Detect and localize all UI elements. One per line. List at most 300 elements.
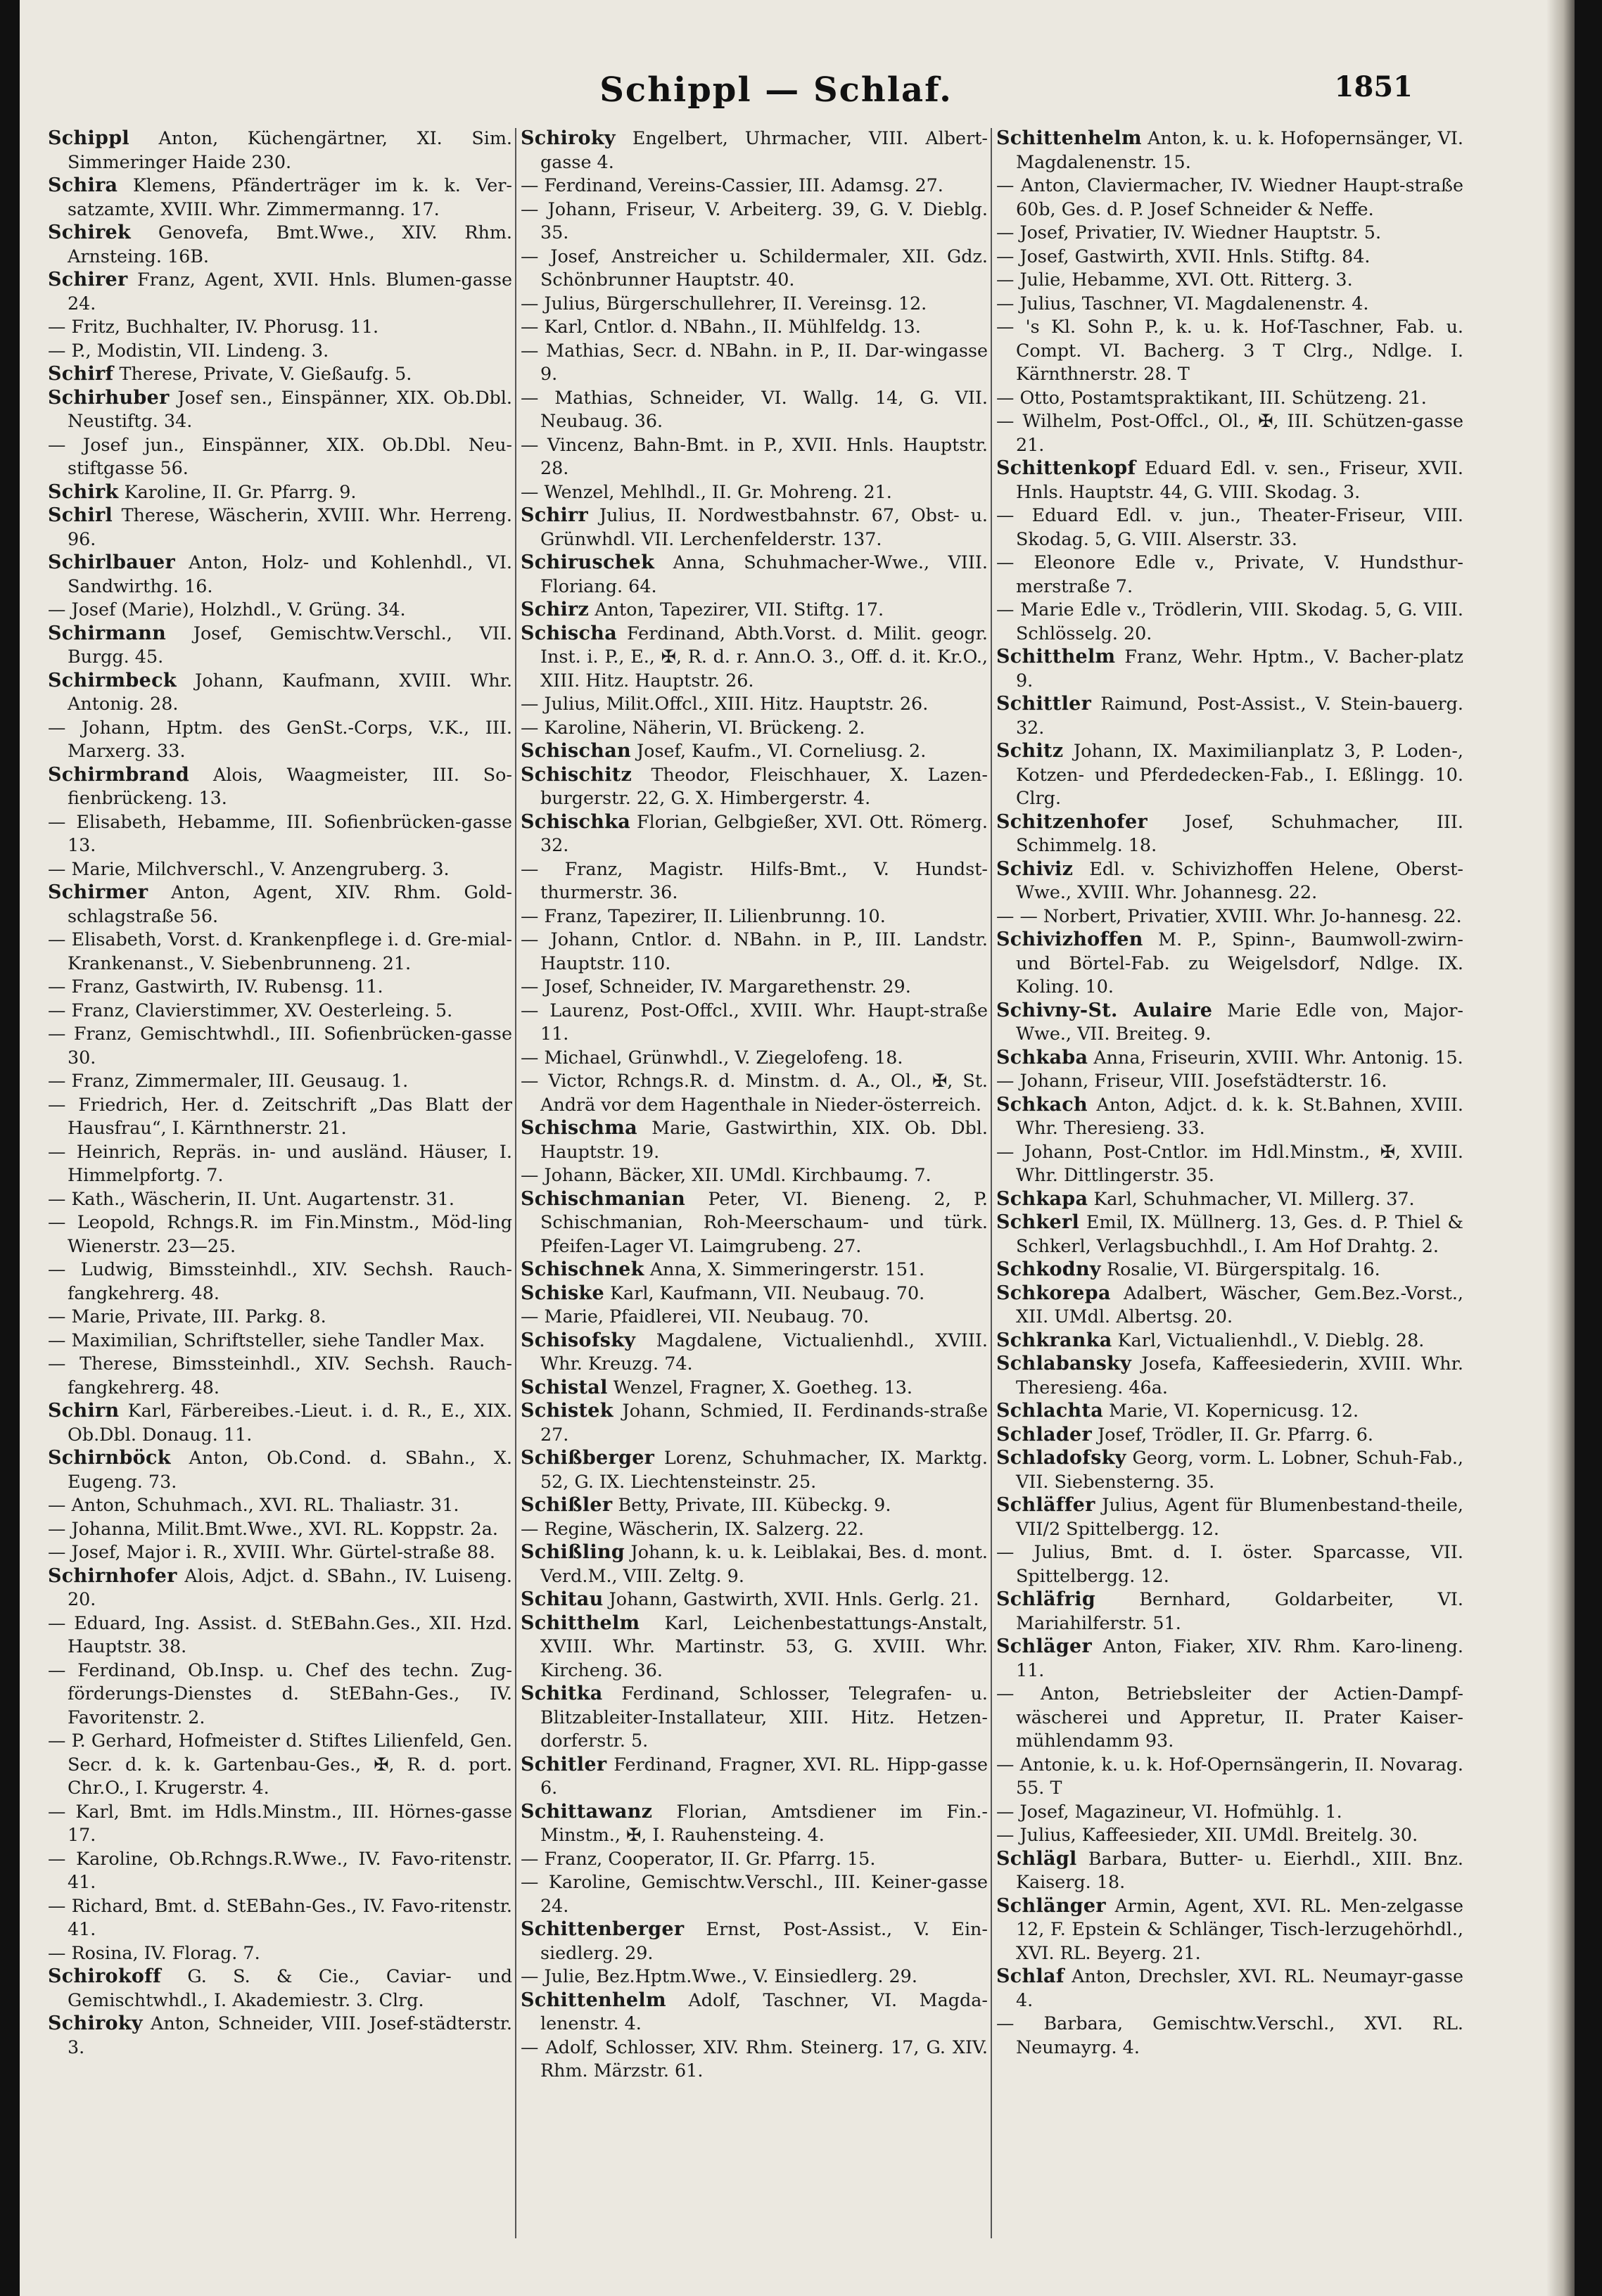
entry-details: Johann, k. u. k. Leiblakai, Bes. d. mont. Verd.M., VIII. Zeltg. 9. — [540, 1541, 988, 1586]
entry-details: Peter, VI. Bieneng. 2, P. Schischmanian, Roh-Meerschaum- und türk. Pfeifen-Lager VI. Laimgrubeng. 27. — [540, 1187, 988, 1256]
entry-details: Anton, Fiaker, XIV. Rhm. Karo-lineng. 11. — [1016, 1635, 1463, 1680]
entry-details: Karl, Leichenbestattungs-Anstalt, XVIII. Whr. Martinstr. 53, G. XVIII. Whr. Kircheng. 36. — [540, 1612, 988, 1680]
directory-entry — [48, 881, 512, 928]
entry-surname: Schitka — [521, 1683, 603, 1704]
directory-entry — [48, 127, 512, 174]
directory-entry — [521, 292, 988, 316]
entry-details: — Mathias, Secr. d. NBahn. in P., II. Dar-wingasse 9. — [521, 339, 988, 384]
entry-details: Franz, Wehr. Hptm., V. Bacher-platz 9. — [1016, 646, 1463, 691]
entry-details: — Franz, Zimmermaler, III. Geusaug. 1. — [48, 1070, 409, 1091]
entry-surname: Schirnhofer — [48, 1564, 177, 1587]
directory-entry — [48, 1564, 512, 1612]
directory-entry — [996, 1493, 1463, 1541]
directory-entry — [521, 999, 988, 1046]
entry-surname: Schirmbrand — [48, 763, 190, 786]
directory-entry — [521, 1847, 988, 1871]
column-rule — [515, 128, 516, 2238]
entry-details: Josef sen., Einspänner, XIX. Ob.Dbl. Neustiftg. 34. — [68, 386, 512, 431]
entry-surname: Schiviz — [996, 857, 1074, 880]
entry-surname: Schischa — [521, 622, 617, 644]
entry-details: — 's Kl. Sohn P., k. u. k. Hof-Taschner, Fab. u. Compt. VI. Bacherg. 3 T Clrg., Ndlge. I. Kärnthnerstr. 28. T — [996, 316, 1463, 384]
entry-details: Anton, Ob.Cond. d. SBahn., X. Eugeng. 73. — [68, 1447, 512, 1492]
entry-details: Therese, Wäscherin, XVIII. Whr. Herreng. 96. — [68, 504, 512, 549]
entry-details: — Regine, Wäscherin, IX. Salzerg. 22. — [521, 1517, 865, 1539]
entry-details: — Johann, Post-Cntlor. im Hdl.Minstm., ✠, XVIII. Whr. Dittlingerstr. 35. — [996, 1140, 1463, 1185]
entry-details: Florian, Amtsdiener im Fin.-Minstm., ✠, I. Rauhensteing. 4. — [540, 1800, 988, 1845]
entry-surname: Schisofsky — [521, 1329, 636, 1351]
directory-entry — [521, 857, 988, 905]
entry-details: — Josef, Anstreicher u. Schildermaler, XII. Gdz. Schönbrunner Hauptstr. 40. — [521, 245, 988, 290]
entry-details: — Therese, Bimssteinhdl., XIV. Sechsh. Rauch-fangkehrerg. 48. — [48, 1353, 512, 1398]
directory-entry — [521, 315, 988, 339]
entry-surname: Schitthelm — [996, 646, 1116, 668]
entry-details: Florian, Gelbgießer, XVI. Ott. Römerg. 32. — [540, 810, 988, 855]
directory-entry — [521, 622, 988, 693]
entry-details: Karl, Kaufmann, VII. Neubaug. 70. — [610, 1282, 925, 1303]
entry-details: — Ferdinand, Ob.Insp. u. Chef des techn. Zug-förderungs-Dienstes d. StEBahn-Ges., IV. Favoritenstr. 2. — [48, 1659, 512, 1728]
directory-entry — [521, 1329, 988, 1376]
directory-entry — [521, 1069, 988, 1116]
entry-details: Eduard Edl. v. sen., Friseur, XVII. Hnls. Hauptstr. 44, G. VIII. Skodag. 3. — [1016, 457, 1463, 502]
entry-surname: Schlachta — [996, 1400, 1104, 1422]
entry-details: — Johann, Hptm. des GenSt.-Corps, V.K., III. Marxerg. 33. — [48, 716, 512, 761]
directory-entry — [521, 1517, 988, 1541]
directory-entry — [521, 763, 988, 810]
entry-details: — Anton, Betriebsleiter der Actien-Dampf-wäscherei und Appretur, II. Prater Kaiser-mühlendamm 93. — [996, 1683, 1463, 1751]
entry-details: Theodor, Fleischhauer, X. Lazen-burgerstr. 22, G. X. Himbergerstr. 4. — [540, 763, 988, 808]
entry-details: — Josef, Major i. R., XVIII. Whr. Gürtel-straße 88. — [48, 1541, 495, 1562]
entry-details: Anton, Schneider, VIII. Josef-städterstr. 3. — [68, 2013, 512, 2058]
directory-entry — [996, 739, 1463, 810]
entry-details: Franz, Agent, XVII. Hnls. Blumen-gasse 24. — [68, 269, 512, 314]
entry-details: Edl. v. Schivizhoffen Helene, Oberst-Wwe., XVIII. Whr. Johannesg. 22. — [1016, 857, 1463, 903]
entry-surname: Schläfrig — [996, 1588, 1095, 1610]
entry-details: — Julius, Bmt. d. I. öster. Sparcasse, VII. Spittelbergg. 12. — [996, 1541, 1463, 1586]
entry-surname: Schischmanian — [521, 1187, 686, 1210]
entry-surname: Schiske — [521, 1282, 605, 1304]
entry-surname: Schitthelm — [521, 1612, 640, 1634]
directory-column-3 — [996, 127, 1463, 2251]
directory-entry — [521, 174, 988, 198]
directory-entry — [521, 551, 988, 598]
entry-details: Julius, II. Nordwestbahnstr. 67, Obst- u. Grünwhdl. VII. Lerchenfelderstr. 137. — [540, 504, 988, 549]
entry-details: — Julie, Bez.Hptm.Wwe., V. Einsiedlerg. 29. — [521, 1965, 917, 1986]
directory-entry — [48, 1800, 512, 1847]
entry-surname: Schischnek — [521, 1258, 644, 1280]
directory-entry — [521, 1588, 988, 1612]
entry-surname: Schläffer — [996, 1494, 1095, 1516]
directory-entry — [521, 1305, 988, 1329]
entry-details: — Karoline, Näherin, VI. Brückeng. 2. — [521, 716, 865, 738]
directory-page — [20, 0, 1575, 2296]
entry-details: Georg, vorm. L. Lobner, Schuh-Fab., VII. Siebensterng. 35. — [1016, 1447, 1463, 1492]
directory-entry — [48, 1612, 512, 1659]
directory-entry — [521, 198, 988, 245]
entry-details: — Josef (Marie), Holzhdl., V. Grüng. 34. — [48, 599, 406, 620]
entry-surname: Schlägl — [996, 1847, 1077, 1870]
entry-details: Julius, Agent für Blumenbestand-theile, VII/2 Spittelbergg. 12. — [1016, 1494, 1463, 1539]
entry-details: — Karl, Cntlor. d. NBahn., II. Mühlfeldg. 13. — [521, 316, 921, 337]
directory-entry — [996, 905, 1463, 929]
entry-details: — Heinrich, Repräs. in- und ausländ. Häuser, I. Himmelpfortg. 7. — [48, 1140, 512, 1185]
entry-details: Karl, Victualienhdl., V. Dieblg. 28. — [1117, 1329, 1425, 1351]
entry-details: — — Norbert, Privatier, XVIII. Whr. Jo-hannesg. 22. — [996, 905, 1462, 926]
entry-details: Magdalene, Victualienhdl., XVIII. Whr. Kreuzg. 74. — [540, 1329, 988, 1374]
directory-entry — [521, 127, 988, 174]
directory-entry — [996, 386, 1463, 410]
directory-entry — [521, 2036, 988, 2083]
directory-entry — [996, 504, 1463, 551]
entry-surname: Schittler — [996, 693, 1092, 715]
directory-entry — [48, 1069, 512, 1093]
directory-entry — [996, 1682, 1463, 1753]
entry-surname: Schlänger — [996, 1894, 1106, 1917]
entry-details: Alois, Waagmeister, III. So-fienbrückeng. 13. — [68, 763, 512, 808]
directory-entry — [48, 622, 512, 669]
directory-entry — [521, 905, 988, 929]
directory-entry — [996, 268, 1463, 292]
directory-entry — [48, 1093, 512, 1140]
entry-surname: Schistal — [521, 1376, 608, 1398]
directory-entry — [521, 1753, 988, 1800]
directory-entry — [48, 551, 512, 598]
entry-details: G. S. & Cie., Caviar- und Gemischtwhdl., I. Akademiestr. 3. Clrg. — [68, 1965, 512, 2010]
directory-entry — [996, 409, 1463, 457]
directory-entry — [521, 1870, 988, 1918]
entry-surname: Schittenhelm — [996, 127, 1142, 149]
entry-details: Anna, X. Simmeringerstr. 151. — [649, 1258, 925, 1280]
directory-entry — [996, 1588, 1463, 1635]
entry-details: Raimund, Post-Assist., V. Stein-bauerg. 32. — [1016, 693, 1463, 738]
entry-details: Anton, Agent, XIV. Rhm. Gold-schlagstraße 56. — [68, 881, 512, 926]
entry-details: Adolf, Taschner, VI. Magda-lenenstr. 4. — [540, 1989, 988, 2034]
entry-details: — Eleonore Edle v., Private, V. Hundsthur-merstraße 7. — [996, 551, 1463, 597]
directory-entry — [48, 339, 512, 363]
entry-details: — Michael, Grünwhdl., V. Ziegelofeng. 18. — [521, 1046, 903, 1068]
entry-details: — P., Modistin, VII. Lindeng. 3. — [48, 339, 329, 361]
directory-entry — [996, 1069, 1463, 1093]
directory-entry — [996, 127, 1463, 174]
directory-entry — [521, 1116, 988, 1163]
directory-entry — [521, 1399, 988, 1446]
entry-surname: Schlader — [996, 1423, 1093, 1446]
entry-surname: Schkaba — [996, 1046, 1088, 1069]
entry-details: — Mathias, Schneider, VI. Wallg. 14, G. VII. Neubaug. 36. — [521, 386, 988, 431]
directory-column-1 — [48, 127, 512, 2251]
entry-details: — Marie, Milchverschl., V. Anzengruberg. 3. — [48, 857, 450, 879]
entry-details: Genovefa, Bmt.Wwe., XIV. Rhm. Arnsteing. 16B. — [68, 222, 512, 267]
entry-surname: Schirlbauer — [48, 551, 176, 573]
directory-entry — [521, 245, 988, 292]
entry-details: — Johann, Friseur, VIII. Josefstädterstr. 16. — [996, 1070, 1387, 1091]
entry-details: — Wilhelm, Post-Offcl., Ol., ✠, III. Schützen-gasse 21. — [996, 410, 1463, 455]
entry-details: — P. Gerhard, Hofmeister d. Stiftes Lilienfeld, Gen. Secr. d. k. k. Gartenbau-Ges., ✠, R. d. port. Chr.O., I. Krugerstr. 4. — [48, 1730, 512, 1798]
entry-details: Anton, Tapezirer, VII. Stiftg. 17. — [595, 599, 884, 620]
directory-entry — [48, 1847, 512, 1894]
entry-details: — Julius, Milit.Offcl., XIII. Hitz. Hauptstr. 26. — [521, 693, 929, 714]
directory-entry — [48, 504, 512, 551]
entry-details: — Anton, Claviermacher, IV. Wiedner Haupt-straße 60b, Ges. d. P. Josef Schneider & Neffe. — [996, 174, 1463, 219]
entry-details: Ferdinand, Schlosser, Telegrafen- u. Blitzableiter-Installateur, XIII. Hitz. Hetzen-dorferstr. 5. — [540, 1683, 988, 1751]
entry-details: — Maximilian, Schriftsteller, siehe Tandler Max. — [48, 1329, 485, 1351]
entry-details: Josef, Trödler, II. Gr. Pfarrg. 6. — [1098, 1423, 1373, 1445]
directory-entry — [521, 1493, 988, 1517]
directory-entry — [996, 1187, 1463, 1211]
directory-entry — [521, 1541, 988, 1588]
directory-entry — [996, 1541, 1463, 1588]
entry-details: — Johanna, Milit.Bmt.Wwe., XVI. RL. Koppstr. 2a. — [48, 1517, 498, 1539]
entry-details: M. P., Spinn-, Baumwoll-zwirn- und Börtel-Fab. zu Weigelsdorf, Ndlge. IX. Koling. 10. — [1016, 929, 1463, 997]
entry-details: — Marie, Private, III. Parkg. 8. — [48, 1306, 326, 1327]
directory-entry — [521, 1446, 988, 1493]
directory-entry — [996, 1140, 1463, 1187]
directory-entry — [48, 1517, 512, 1541]
entry-details: — Fritz, Buchhalter, IV. Phorusg. 11. — [48, 316, 379, 337]
entry-surname: Schlaf — [996, 1965, 1064, 1987]
entry-details: — Julius, Taschner, VI. Magdalenenstr. 4. — [996, 292, 1369, 314]
directory-entry — [996, 174, 1463, 221]
directory-entry — [48, 174, 512, 221]
entry-details: Anna, Schuhmacher-Wwe., VIII. Floriang. 64. — [540, 551, 988, 597]
entry-details: Josef, Schuhmacher, III. Schimmelg. 18. — [1016, 810, 1463, 855]
entry-details: Lorenz, Schuhmacher, IX. Marktg. 52, G. IX. Liechtensteinstr. 25. — [540, 1447, 988, 1492]
entry-details: Josef, Kaufm., VI. Corneliusg. 2. — [637, 740, 927, 761]
entry-details: Karl, Schuhmacher, VI. Millerg. 37. — [1093, 1187, 1415, 1209]
directory-entry — [996, 1894, 1463, 1965]
entry-surname: Schiroky — [48, 2013, 143, 2034]
entry-details: — Franz, Gemischtwhdl., III. Sofienbrücken-gasse 30. — [48, 1023, 512, 1068]
entry-details: Rosalie, VI. Bürgerspitalg. 16. — [1106, 1258, 1380, 1280]
entry-details: Anton, Holz- und Kohlenhdl., VI. Sandwirthg. 16. — [68, 551, 512, 597]
entry-details: Johann, Gastwirth, XVII. Hnls. Gerlg. 21. — [609, 1588, 979, 1609]
entry-surname: Schirmbeck — [48, 669, 177, 691]
directory-entry — [996, 1965, 1463, 2012]
entry-details: — Ludwig, Bimssteinhdl., XIV. Sechsh. Rauch-fangkehrerg. 48. — [48, 1258, 512, 1303]
entry-details: — Richard, Bmt. d. StEBahn-Ges., IV. Favo-ritenstr. 41. — [48, 1894, 512, 1939]
directory-entry — [48, 362, 512, 386]
directory-entry — [48, 1493, 512, 1517]
directory-entry — [521, 739, 988, 763]
directory-entry — [48, 221, 512, 268]
entry-details: Johann, Kaufmann, XVIII. Whr. Antonig. 28. — [68, 669, 512, 714]
entry-details: Marie, VI. Kopernicusg. 12. — [1109, 1400, 1359, 1421]
entry-details: — Wenzel, Mehlhdl., II. Gr. Mohreng. 21. — [521, 480, 892, 502]
entry-surname: Schirk — [48, 480, 119, 503]
entry-surname: Schläger — [996, 1635, 1093, 1657]
entry-details: Betty, Private, III. Kübeckg. 9. — [618, 1494, 891, 1515]
directory-entry — [521, 1163, 988, 1187]
directory-entry — [48, 1541, 512, 1564]
directory-entry — [48, 1211, 512, 1258]
directory-entry — [996, 1211, 1463, 1258]
directory-entry — [996, 598, 1463, 645]
directory-entry — [521, 339, 988, 386]
entry-surname: Schiroky — [521, 127, 616, 149]
entry-details: — Kath., Wäscherin, II. Unt. Augartenstr. 31. — [48, 1187, 454, 1209]
entry-details: Adalbert, Wäscher, Gem.Bez.-Vorst., XII. UMdl. Albertsg. 20. — [1016, 1282, 1463, 1327]
entry-details: — Antonie, k. u. k. Hof-Opernsängerin, II. Novarag. 55. T — [996, 1753, 1463, 1798]
entry-details: — Franz, Clavierstimmer, XV. Oesterleing. 5. — [48, 999, 453, 1021]
directory-entry — [996, 1635, 1463, 1682]
entry-details: — Adolf, Schlosser, XIV. Rhm. Steinerg. 17, G. XIV. Rhm. Märzstr. 61. — [521, 2036, 988, 2081]
directory-entry — [48, 1729, 512, 1800]
entry-details: Johann, Schmied, II. Ferdinands-straße 27. — [540, 1400, 988, 1445]
entry-details: — Karoline, Ob.Rchngs.R.Wwe., IV. Favo-ritenstr. 41. — [48, 1847, 512, 1892]
entry-surname: Schittenhelm — [521, 1989, 666, 2011]
directory-entry — [521, 1682, 988, 1753]
directory-entry — [48, 1305, 512, 1329]
directory-entry — [48, 857, 512, 881]
directory-entry — [48, 1965, 512, 2012]
entry-surname: Schirl — [48, 504, 113, 526]
entry-surname: Schischka — [521, 810, 630, 833]
entry-details: Johann, IX. Maximilianplatz 3, P. Loden-, Kotzen- und Pferdedecken-Fab., I. Eßlingg. 10. Clrg. — [1016, 740, 1463, 808]
directory-entry — [48, 1941, 512, 1965]
entry-surname: Schitau — [521, 1588, 604, 1610]
directory-entry — [48, 598, 512, 622]
entry-surname: Schirz — [521, 599, 590, 620]
directory-entry — [996, 551, 1463, 598]
entry-details: — Laurenz, Post-Offcl., XVIII. Whr. Haupt-straße 11. — [521, 999, 988, 1044]
directory-entry — [48, 1659, 512, 1730]
entry-surname: Schlabansky — [996, 1353, 1132, 1375]
entry-details: — Franz, Tapezirer, II. Lilienbrunng. 10. — [521, 905, 886, 926]
directory-entry — [996, 857, 1463, 905]
directory-entry — [521, 1989, 988, 2036]
directory-entry — [996, 1258, 1463, 1282]
directory-entry — [996, 692, 1463, 739]
entry-surname: Schißling — [521, 1541, 625, 1563]
entry-details: — Karl, Bmt. im Hdls.Minstm., III. Hörnes-gasse 17. — [48, 1800, 512, 1845]
entry-details: Josefa, Kaffeesiederin, XVIII. Whr. Theresieng. 46a. — [1016, 1353, 1463, 1398]
entry-details: — Rosina, IV. Florag. 7. — [48, 1941, 260, 1963]
entry-details: — Marie, Pfaidlerei, VII. Neubaug. 70. — [521, 1306, 870, 1327]
directory-entry — [521, 1965, 988, 1989]
entry-surname: Schkerl — [996, 1211, 1080, 1233]
entry-details: Ernst, Post-Assist., V. Ein-siedlerg. 29. — [540, 1918, 988, 1963]
entry-details: Karl, Färbereibes.-Lieut. i. d. R., E., XIX. Ob.Dbl. Donaug. 11. — [68, 1400, 512, 1445]
directory-entry — [48, 975, 512, 999]
directory-entry — [521, 598, 988, 622]
entry-details: — Otto, Postamtspraktikant, III. Schützeng. 21. — [996, 386, 1427, 408]
directory-entry — [48, 1258, 512, 1305]
entry-surname: Schiruschek — [521, 551, 655, 573]
directory-entry — [48, 716, 512, 763]
entry-details: — Karoline, Gemischtw.Verschl., III. Keiner-gasse 24. — [521, 1871, 988, 1916]
entry-surname: Schistek — [521, 1400, 614, 1422]
directory-entry — [521, 928, 988, 975]
directory-entry — [521, 1918, 988, 1965]
entry-surname: Schirr — [521, 504, 589, 526]
entry-details: — Leopold, Rchngs.R. im Fin.Minstm., Möd-ling Wienerstr. 23—25. — [48, 1211, 512, 1256]
directory-entry — [996, 245, 1463, 269]
page-header — [20, 70, 1532, 120]
directory-entry — [48, 1399, 512, 1446]
entry-surname: Schirnböck — [48, 1447, 171, 1469]
entry-surname: Schirmann — [48, 622, 167, 644]
directory-entry — [996, 1329, 1463, 1353]
entry-surname: Schißler — [521, 1494, 613, 1516]
directory-entry — [48, 1140, 512, 1187]
entry-details: Anna, Friseurin, XVIII. Whr. Antonig. 15. — [1093, 1046, 1463, 1068]
directory-entry — [48, 1187, 512, 1211]
entry-surname: Schitler — [521, 1753, 607, 1775]
directory-entry — [521, 1800, 988, 1847]
entry-details: — Marie Edle v., Trödlerin, VIII. Skodag. 5, G. VIII. Schlösselg. 20. — [996, 599, 1463, 644]
entry-details: Therese, Private, V. Gießaufg. 5. — [119, 363, 412, 384]
entry-details: Bernhard, Goldarbeiter, VI. Mariahilferstr. 51. — [1016, 1588, 1463, 1633]
entry-surname: Schißberger — [521, 1447, 655, 1469]
directory-entry — [521, 716, 988, 740]
entry-details: — Johann, Cntlor. d. NBahn. in P., III. Landstr. Hauptstr. 110. — [521, 929, 988, 974]
directory-entry — [996, 1446, 1463, 1493]
entry-details: — Vincenz, Bahn-Bmt. in P., XVII. Hnls. Hauptstr. 28. — [521, 433, 988, 478]
entry-surname: Schkorepa — [996, 1282, 1111, 1304]
entry-surname: Schirf — [48, 363, 114, 385]
directory-entry — [996, 810, 1463, 857]
column-rule — [991, 128, 992, 2238]
directory-entry — [48, 928, 512, 975]
directory-entry — [996, 1753, 1463, 1800]
entry-details: — Julie, Hebamme, XVI. Ott. Ritterg. 3. — [996, 269, 1353, 290]
entry-details: — Ferdinand, Vereins-Cassier, III. Adamsg. 27. — [521, 174, 943, 196]
directory-entry — [48, 1352, 512, 1399]
directory-entry — [521, 975, 988, 999]
entry-details: — Friedrich, Her. d. Zeitschrift „Das Blatt der Hausfrau“, I. Kärnthnerstr. 21. — [48, 1093, 512, 1138]
directory-entry — [48, 1329, 512, 1353]
entry-details: Armin, Agent, XVI. RL. Men-zelgasse 12, F. Epstein & Schlänger, Tisch-lerzugehörhdl., XVI. RL. Beyerg. 21. — [1016, 1894, 1463, 1963]
directory-entry — [996, 645, 1463, 692]
entry-details: Wenzel, Fragner, X. Goetheg. 13. — [613, 1376, 913, 1398]
directory-entry — [996, 221, 1463, 245]
entry-details: Barbara, Butter- u. Eierhdl., XIII. Bnz. Kaiserg. 18. — [1016, 1847, 1463, 1892]
entry-details: — Victor, Rchngs.R. d. Minstm. d. A., Ol., ✠, St. Andrä vor dem Hagenthale in Nieder-österreich. — [521, 1070, 988, 1115]
directory-entry — [996, 1352, 1463, 1399]
entry-surname: Schladofsky — [996, 1447, 1126, 1469]
entry-details: — Elisabeth, Hebamme, III. Sofienbrücken-gasse 13. — [48, 810, 512, 855]
directory-entry — [48, 315, 512, 339]
directory-entry — [48, 1446, 512, 1493]
entry-details: — Julius, Bürgerschullehrer, II. Vereinsg. 12. — [521, 292, 927, 314]
directory-entry — [521, 692, 988, 716]
entry-details: — Josef jun., Einspänner, XIX. Ob.Dbl. Neu-stiftgasse 56. — [48, 433, 512, 478]
entry-details: Marie, Gastwirthin, XIX. Ob. Dbl. Hauptstr. 19. — [540, 1117, 988, 1162]
directory-entry — [996, 1847, 1463, 1894]
entry-details: — Julius, Kaffeesieder, XII. UMdl. Breitelg. 30. — [996, 1824, 1418, 1845]
entry-details: — Josef, Gastwirth, XVII. Hnls. Stiftg. 84. — [996, 245, 1371, 267]
directory-entry — [521, 1046, 988, 1070]
entry-details: Alois, Adjct. d. SBahn., IV. Luiseng. 20. — [68, 1564, 512, 1609]
entry-details: — Josef, Schneider, IV. Margarethenstr. 29. — [521, 976, 911, 997]
directory-entry — [521, 504, 988, 551]
directory-entry — [996, 1800, 1463, 1824]
running-title: Schippl — Schlaf. — [599, 70, 953, 110]
entry-details: Anton, Adjct. d. k. k. St.Bahnen, XVIII. Whr. Theresieng. 33. — [1016, 1093, 1463, 1138]
directory-entry — [48, 763, 512, 810]
directory-entry — [521, 1612, 988, 1683]
directory-entry — [48, 433, 512, 480]
entry-surname: Schittawanz — [521, 1800, 653, 1823]
entry-surname: Schirek — [48, 222, 132, 243]
entry-details: — Johann, Bäcker, XII. UMdl. Kirchbaumg. 7. — [521, 1164, 932, 1185]
directory-entry — [996, 1823, 1463, 1847]
directory-entry — [521, 810, 988, 857]
directory-entry — [996, 1282, 1463, 1329]
entry-surname: Schirmer — [48, 881, 148, 903]
entry-details: Engelbert, Uhrmacher, VIII. Albert-gasse 4. — [540, 127, 988, 172]
directory-entry — [521, 1376, 988, 1400]
entry-surname: Schittenberger — [521, 1918, 685, 1940]
